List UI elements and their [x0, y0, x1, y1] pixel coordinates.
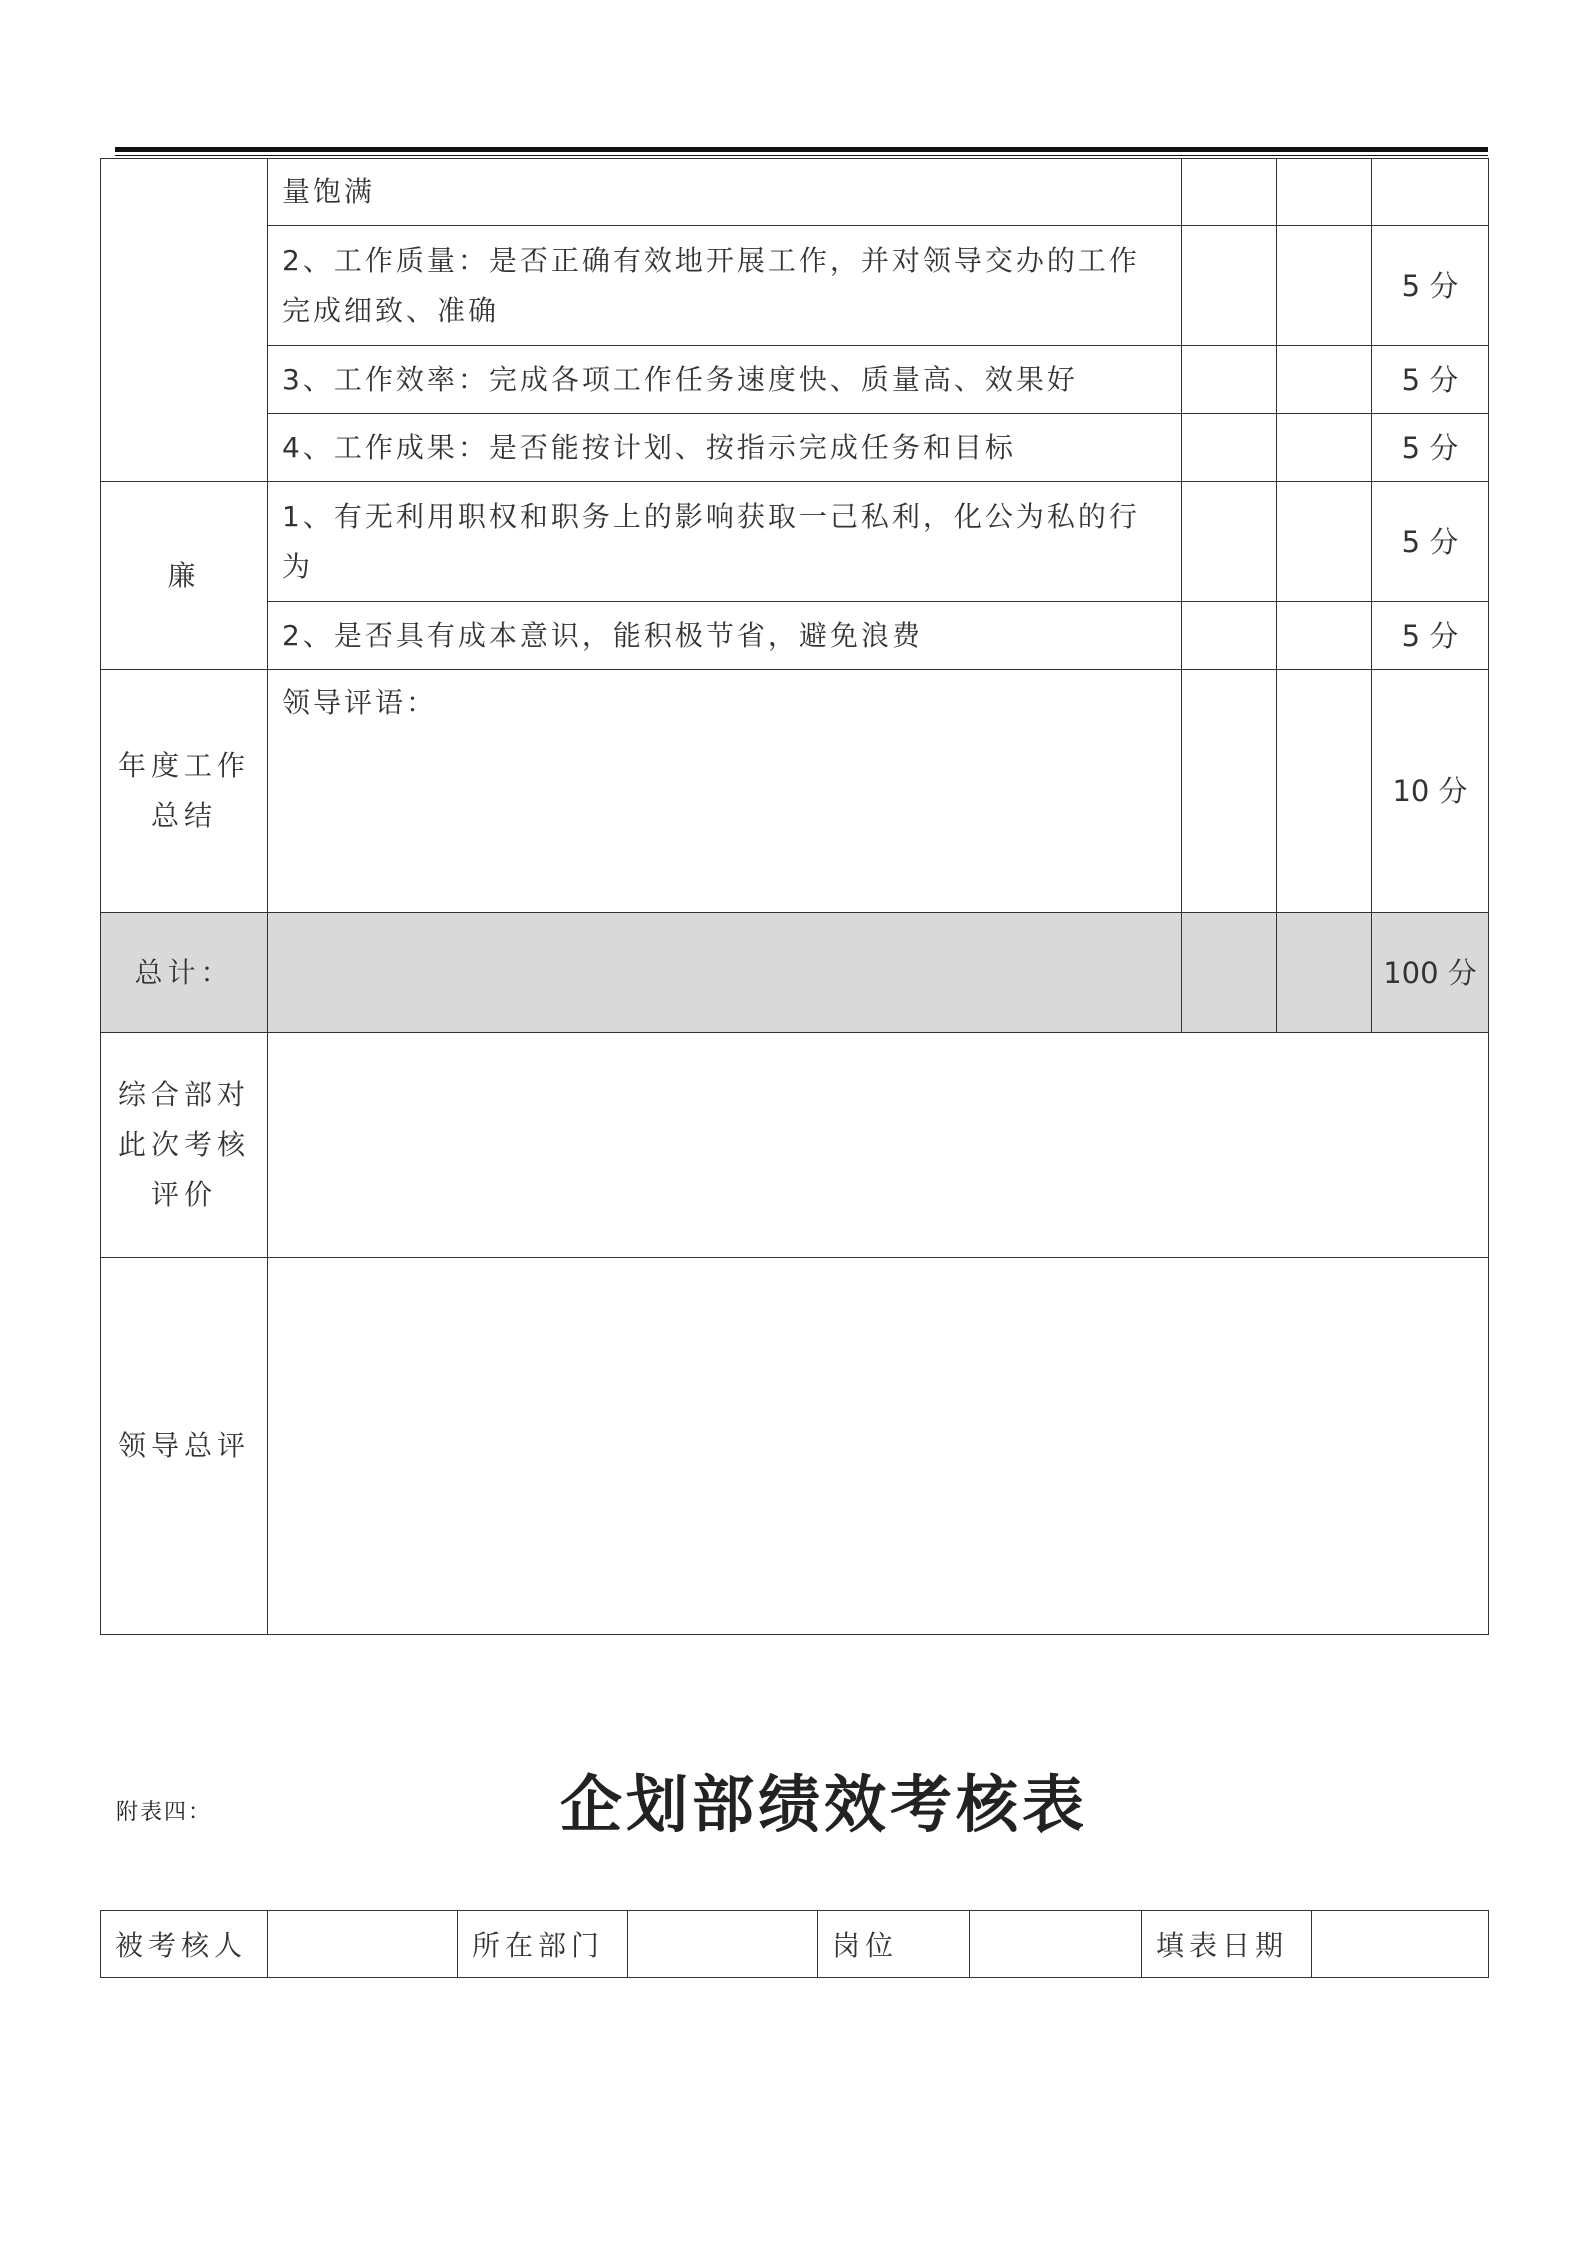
max-score-cell: 5 分 — [1372, 482, 1489, 602]
annex-label: 附表四： — [116, 1800, 213, 1825]
criterion-cell: 4、工作成果：是否能按计划、按指示完成任务和目标 — [268, 414, 1182, 482]
leader-review-input[interactable] — [268, 1258, 1489, 1635]
review-score-cell[interactable] — [1277, 602, 1372, 670]
self-score-cell[interactable] — [1182, 414, 1277, 482]
form-title: 企划部绩效考核表 — [560, 1768, 1089, 1841]
criterion-cell: 1、有无利用职权和职务上的影响获取一己私利，化公为私的行为 — [268, 482, 1182, 602]
table-row — [101, 414, 1489, 482]
self-score-cell[interactable] — [1182, 670, 1277, 913]
date-input[interactable] — [1312, 1911, 1489, 1978]
department-input[interactable] — [628, 1911, 818, 1978]
review-score-cell[interactable] — [1277, 159, 1372, 226]
date-label: 填表日期 — [1142, 1911, 1312, 1978]
total-blank-cell — [268, 913, 1182, 1033]
max-score-cell: 5 分 — [1372, 602, 1489, 670]
self-score-cell[interactable] — [1182, 346, 1277, 414]
hr-review-label: 综合部对此次考核评价 — [101, 1033, 268, 1258]
total-self-score-cell[interactable] — [1182, 913, 1277, 1033]
max-score-cell: 5 分 — [1372, 226, 1489, 346]
max-score-cell — [1372, 159, 1489, 226]
review-score-cell[interactable] — [1277, 226, 1372, 346]
assessee-input[interactable] — [268, 1911, 458, 1978]
max-score-cell: 5 分 — [1372, 414, 1489, 482]
header-rule-thick — [115, 147, 1488, 152]
table-row — [101, 226, 1489, 346]
assessment-table — [100, 158, 1489, 1635]
position-input[interactable] — [970, 1911, 1142, 1978]
max-score-cell: 5 分 — [1372, 346, 1489, 414]
department-label: 所在部门 — [458, 1911, 628, 1978]
review-score-cell[interactable] — [1277, 670, 1372, 913]
self-score-cell[interactable] — [1182, 226, 1277, 346]
hr-review-input[interactable] — [268, 1033, 1489, 1258]
review-score-cell[interactable] — [1277, 482, 1372, 602]
table-row — [101, 159, 1489, 226]
category-integrity: 廉 — [101, 482, 268, 670]
category-annual-summary: 年度工作总结 — [101, 670, 268, 913]
self-score-cell[interactable] — [1182, 602, 1277, 670]
total-label: 总计： — [101, 913, 268, 1033]
assessee-label: 被考核人 — [101, 1911, 268, 1978]
table-row — [101, 482, 1489, 602]
self-score-cell[interactable] — [1182, 159, 1277, 226]
criterion-cell: 2、工作质量：是否正确有效地开展工作，并对领导交办的工作完成细致、准确 — [268, 226, 1182, 346]
info-row — [101, 1911, 1489, 1978]
review-score-cell[interactable] — [1277, 414, 1372, 482]
category-cell-continued — [101, 159, 268, 482]
leader-review-label: 领导总评 — [101, 1258, 268, 1635]
hr-review-row — [101, 1033, 1489, 1258]
self-score-cell[interactable] — [1182, 482, 1277, 602]
review-score-cell[interactable] — [1277, 346, 1372, 414]
table-row — [101, 670, 1489, 913]
criterion-cell: 3、工作效率：完成各项工作任务速度快、质量高、效果好 — [268, 346, 1182, 414]
total-review-score-cell[interactable] — [1277, 913, 1372, 1033]
position-label: 岗位 — [818, 1911, 970, 1978]
criterion-cell: 2、是否具有成本意识，能积极节省，避免浪费 — [268, 602, 1182, 670]
table-row — [101, 346, 1489, 414]
header-rule-thin — [115, 155, 1488, 156]
max-score-cell: 10 分 — [1372, 670, 1489, 913]
leader-review-row — [101, 1258, 1489, 1635]
total-max-score: 100 分 — [1372, 913, 1489, 1033]
total-row — [101, 913, 1489, 1033]
table-row — [101, 602, 1489, 670]
leader-comment-cell[interactable]: 领导评语： — [268, 670, 1182, 913]
info-table — [100, 1910, 1489, 1978]
criterion-cell: 量饱满 — [268, 159, 1182, 226]
